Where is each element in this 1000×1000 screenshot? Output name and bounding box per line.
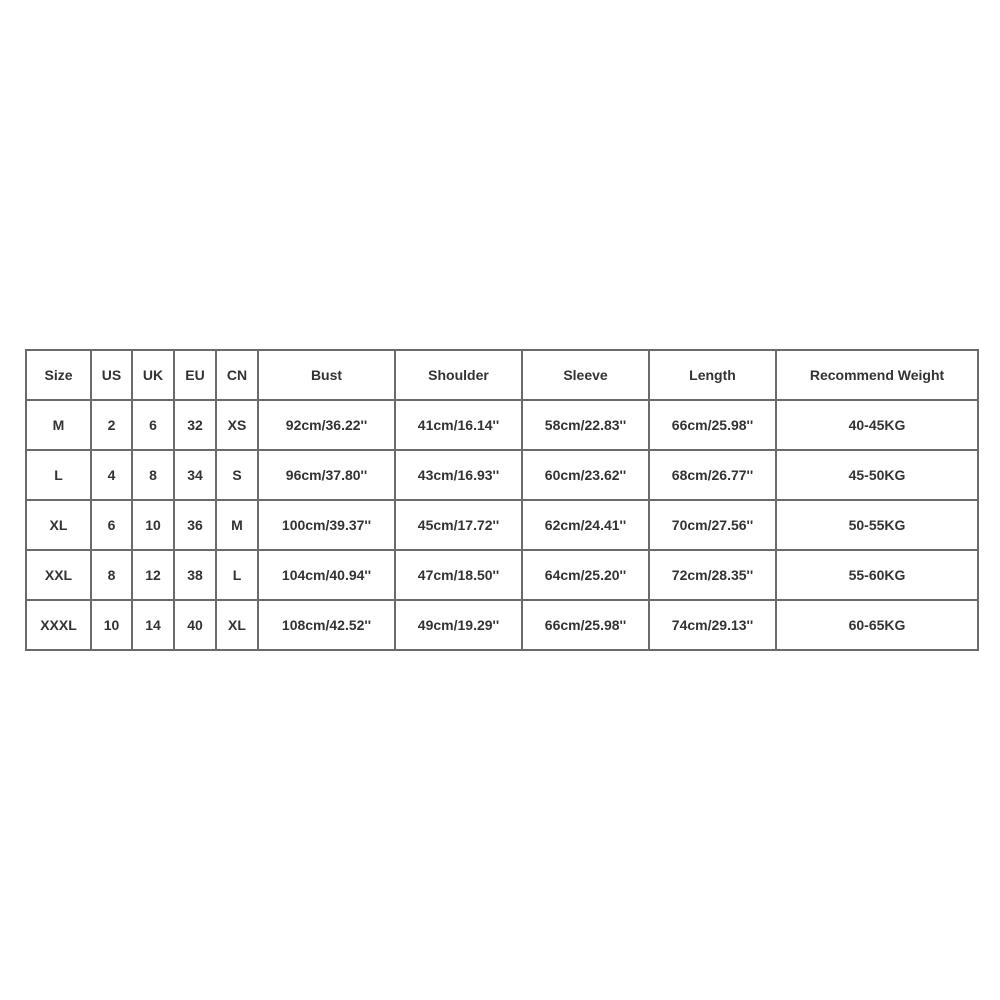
cell-size: XXL bbox=[26, 550, 91, 600]
cell-sleeve: 66cm/25.98'' bbox=[522, 600, 649, 650]
cell-uk: 8 bbox=[132, 450, 174, 500]
cell-cn: S bbox=[216, 450, 258, 500]
cell-eu: 32 bbox=[174, 400, 216, 450]
cell-uk: 6 bbox=[132, 400, 174, 450]
cell-bust: 104cm/40.94'' bbox=[258, 550, 395, 600]
cell-recommend-weight: 55-60KG bbox=[776, 550, 978, 600]
cell-bust: 100cm/39.37'' bbox=[258, 500, 395, 550]
cell-size: M bbox=[26, 400, 91, 450]
cell-us: 2 bbox=[91, 400, 132, 450]
table-row bbox=[26, 400, 978, 450]
cell-shoulder: 45cm/17.72'' bbox=[395, 500, 522, 550]
cell-eu: 34 bbox=[174, 450, 216, 500]
cell-shoulder: 43cm/16.93'' bbox=[395, 450, 522, 500]
cell-recommend-weight: 40-45KG bbox=[776, 400, 978, 450]
table-row bbox=[26, 500, 978, 550]
cell-shoulder: 49cm/19.29'' bbox=[395, 600, 522, 650]
cell-uk: 12 bbox=[132, 550, 174, 600]
cell-us: 10 bbox=[91, 600, 132, 650]
header-sleeve: Sleeve bbox=[522, 350, 649, 400]
cell-us: 4 bbox=[91, 450, 132, 500]
cell-recommend-weight: 50-55KG bbox=[776, 500, 978, 550]
header-recommend-weight: Recommend Weight bbox=[776, 350, 978, 400]
header-uk: UK bbox=[132, 350, 174, 400]
cell-uk: 10 bbox=[132, 500, 174, 550]
cell-shoulder: 47cm/18.50'' bbox=[395, 550, 522, 600]
cell-recommend-weight: 45-50KG bbox=[776, 450, 978, 500]
header-us: US bbox=[91, 350, 132, 400]
cell-size: XXXL bbox=[26, 600, 91, 650]
header-bust: Bust bbox=[258, 350, 395, 400]
header-eu: EU bbox=[174, 350, 216, 400]
cell-sleeve: 58cm/22.83'' bbox=[522, 400, 649, 450]
cell-length: 74cm/29.13'' bbox=[649, 600, 776, 650]
cell-uk: 14 bbox=[132, 600, 174, 650]
header-size: Size bbox=[26, 350, 91, 400]
cell-cn: XS bbox=[216, 400, 258, 450]
table-row bbox=[26, 550, 978, 600]
header-shoulder: Shoulder bbox=[395, 350, 522, 400]
cell-cn: XL bbox=[216, 600, 258, 650]
cell-length: 66cm/25.98'' bbox=[649, 400, 776, 450]
cell-sleeve: 62cm/24.41'' bbox=[522, 500, 649, 550]
cell-length: 68cm/26.77'' bbox=[649, 450, 776, 500]
cell-sleeve: 64cm/25.20'' bbox=[522, 550, 649, 600]
cell-eu: 40 bbox=[174, 600, 216, 650]
cell-shoulder: 41cm/16.14'' bbox=[395, 400, 522, 450]
table-header-row bbox=[26, 350, 978, 400]
cell-bust: 92cm/36.22'' bbox=[258, 400, 395, 450]
cell-sleeve: 60cm/23.62'' bbox=[522, 450, 649, 500]
cell-bust: 108cm/42.52'' bbox=[258, 600, 395, 650]
cell-eu: 36 bbox=[174, 500, 216, 550]
header-cn: CN bbox=[216, 350, 258, 400]
cell-cn: L bbox=[216, 550, 258, 600]
cell-recommend-weight: 60-65KG bbox=[776, 600, 978, 650]
cell-size: L bbox=[26, 450, 91, 500]
cell-eu: 38 bbox=[174, 550, 216, 600]
table-row bbox=[26, 450, 978, 500]
cell-us: 8 bbox=[91, 550, 132, 600]
cell-length: 72cm/28.35'' bbox=[649, 550, 776, 600]
size-chart-table bbox=[25, 349, 979, 651]
cell-size: XL bbox=[26, 500, 91, 550]
table-row bbox=[26, 600, 978, 650]
cell-cn: M bbox=[216, 500, 258, 550]
cell-us: 6 bbox=[91, 500, 132, 550]
cell-bust: 96cm/37.80'' bbox=[258, 450, 395, 500]
cell-length: 70cm/27.56'' bbox=[649, 500, 776, 550]
header-length: Length bbox=[649, 350, 776, 400]
